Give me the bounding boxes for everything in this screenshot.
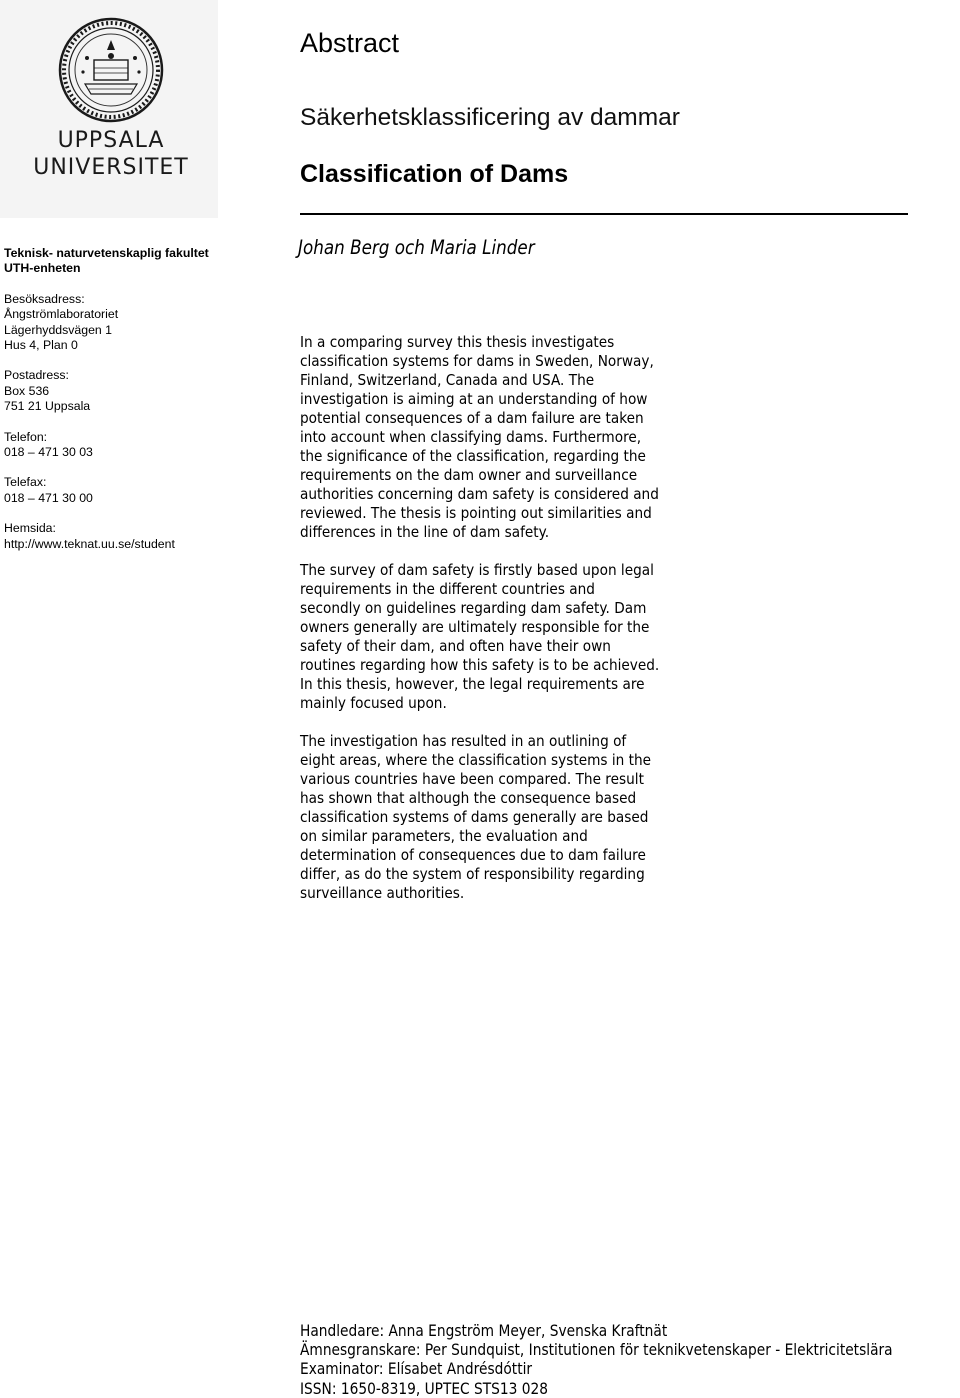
title-divider <box>300 213 908 215</box>
abstract-line: safety of their dam, and often have their own <box>300 637 611 655</box>
abstract-line: differences in the line of dam safety. <box>300 523 550 541</box>
abstract-line: requirements on the dam owner and surveillance <box>300 466 638 484</box>
abstract-line: has shown that although the consequence based <box>300 789 637 807</box>
phone-label: Telefon: <box>4 429 48 444</box>
fax-number: 018 – 471 30 00 <box>4 490 93 505</box>
phone-number: 018 – 471 30 03 <box>4 445 93 460</box>
visit-address <box>4 292 244 354</box>
abstract-line: on similar parameters, the evaluation and <box>300 827 588 845</box>
abstract-line: surveillance authorities. <box>300 884 465 902</box>
abstract-line: owners generally are ultimately responsible for the <box>300 618 650 636</box>
abstract-line: investigation is aiming at an understanding of how <box>300 390 648 408</box>
abstract-paragraph <box>300 333 740 542</box>
post-address-line: Box 536 <box>4 383 50 398</box>
abstract-line: into account when classifying dams. Furthermore, <box>300 428 642 446</box>
university-seal-icon <box>0 0 218 218</box>
abstract-line: In this thesis, however, the legal requirements are <box>300 675 645 693</box>
abstract-line: Finland, Switzerland, Canada and USA. The <box>300 371 595 389</box>
website-label: Hemsida: <box>4 521 56 536</box>
subject-reviewer: Ämnesgranskare: Per Sundquist, Institutionen för teknikvetenskaper - Elektricitetslära <box>300 1340 893 1360</box>
supervisor: Handledare: Anna Engström Meyer, Svenska Kraftnät <box>300 1321 668 1340</box>
abstract-line: authorities concerning dam safety is considered and <box>300 485 659 503</box>
post-address <box>4 368 244 414</box>
fax-label: Telefax: <box>4 475 47 490</box>
fax <box>4 475 244 506</box>
abstract-line: potential consequences of a dam failure are taken <box>300 409 644 427</box>
abstract-line: requirements in the different countries and <box>300 580 595 598</box>
examiner: Examinator: Elísabet Andrésdóttir <box>300 1359 533 1379</box>
abstract-line: differ, as do the system of responsibility regarding <box>300 865 645 883</box>
post-address-label: Postadress: <box>4 368 69 383</box>
authors: Johan Berg och Maria Linder <box>298 236 535 259</box>
abstract-line: mainly focused upon. <box>300 694 447 712</box>
thesis-title-swedish: Säkerhetsklassificering av dammar <box>300 104 680 131</box>
visit-address-line: Hus 4, Plan 0 <box>4 338 78 353</box>
abstract-line: determination of consequences due to dam failure <box>300 846 646 864</box>
abstract-line: classification systems of dams generally are based <box>300 808 649 826</box>
contact-sidebar <box>4 246 244 552</box>
unit-name: UTH-enheten <box>4 261 81 276</box>
post-address-line: 751 21 Uppsala <box>4 399 91 414</box>
phone <box>4 430 244 461</box>
website-url: http://www.teknat.uu.se/student <box>4 536 175 551</box>
website <box>4 521 244 552</box>
abstract-line: secondly on guidelines regarding dam safety. Dam <box>300 599 647 617</box>
abstract-line: The survey of dam safety is firstly based upon legal <box>300 561 654 579</box>
abstract-line: classification systems for dams in Sweden, Norway, <box>300 352 654 370</box>
abstract-paragraph <box>300 561 740 713</box>
visit-address-line: Lägerhyddsvägen 1 <box>4 322 113 337</box>
thesis-title-english: Classification of Dams <box>300 160 569 188</box>
credits <box>300 1321 960 1398</box>
abstract-line: eight areas, where the classification systems in the <box>300 751 652 769</box>
university-logo <box>0 0 218 218</box>
logo-line-2: UNIVERSITET <box>33 155 189 180</box>
abstract-line: routines regarding how this safety is to be achieved. <box>300 656 660 674</box>
abstract-line: reviewed. The thesis is pointing out similarities and <box>300 504 652 522</box>
abstract-body <box>300 333 740 922</box>
abstract-line: various countries have been compared. The result <box>300 770 644 788</box>
issn: ISSN: 1650-8319, UPTEC STS13 028 <box>300 1378 549 1398</box>
visit-address-line: Ångströmlaboratoriet <box>4 307 119 322</box>
faculty-name: Teknisk- naturvetenskaplig fakultet <box>4 246 209 260</box>
abstract-paragraph <box>300 732 740 903</box>
abstract-line: In a comparing survey this thesis investigates <box>300 333 615 351</box>
abstract-line: The investigation has resulted in an outlining of <box>300 732 627 750</box>
page-title: Abstract <box>300 28 400 58</box>
logo-line-1: UPPSALA <box>57 128 165 153</box>
abstract-line: the significance of the classification, regarding the <box>300 447 646 465</box>
visit-address-label: Besöksadress: <box>4 291 85 306</box>
